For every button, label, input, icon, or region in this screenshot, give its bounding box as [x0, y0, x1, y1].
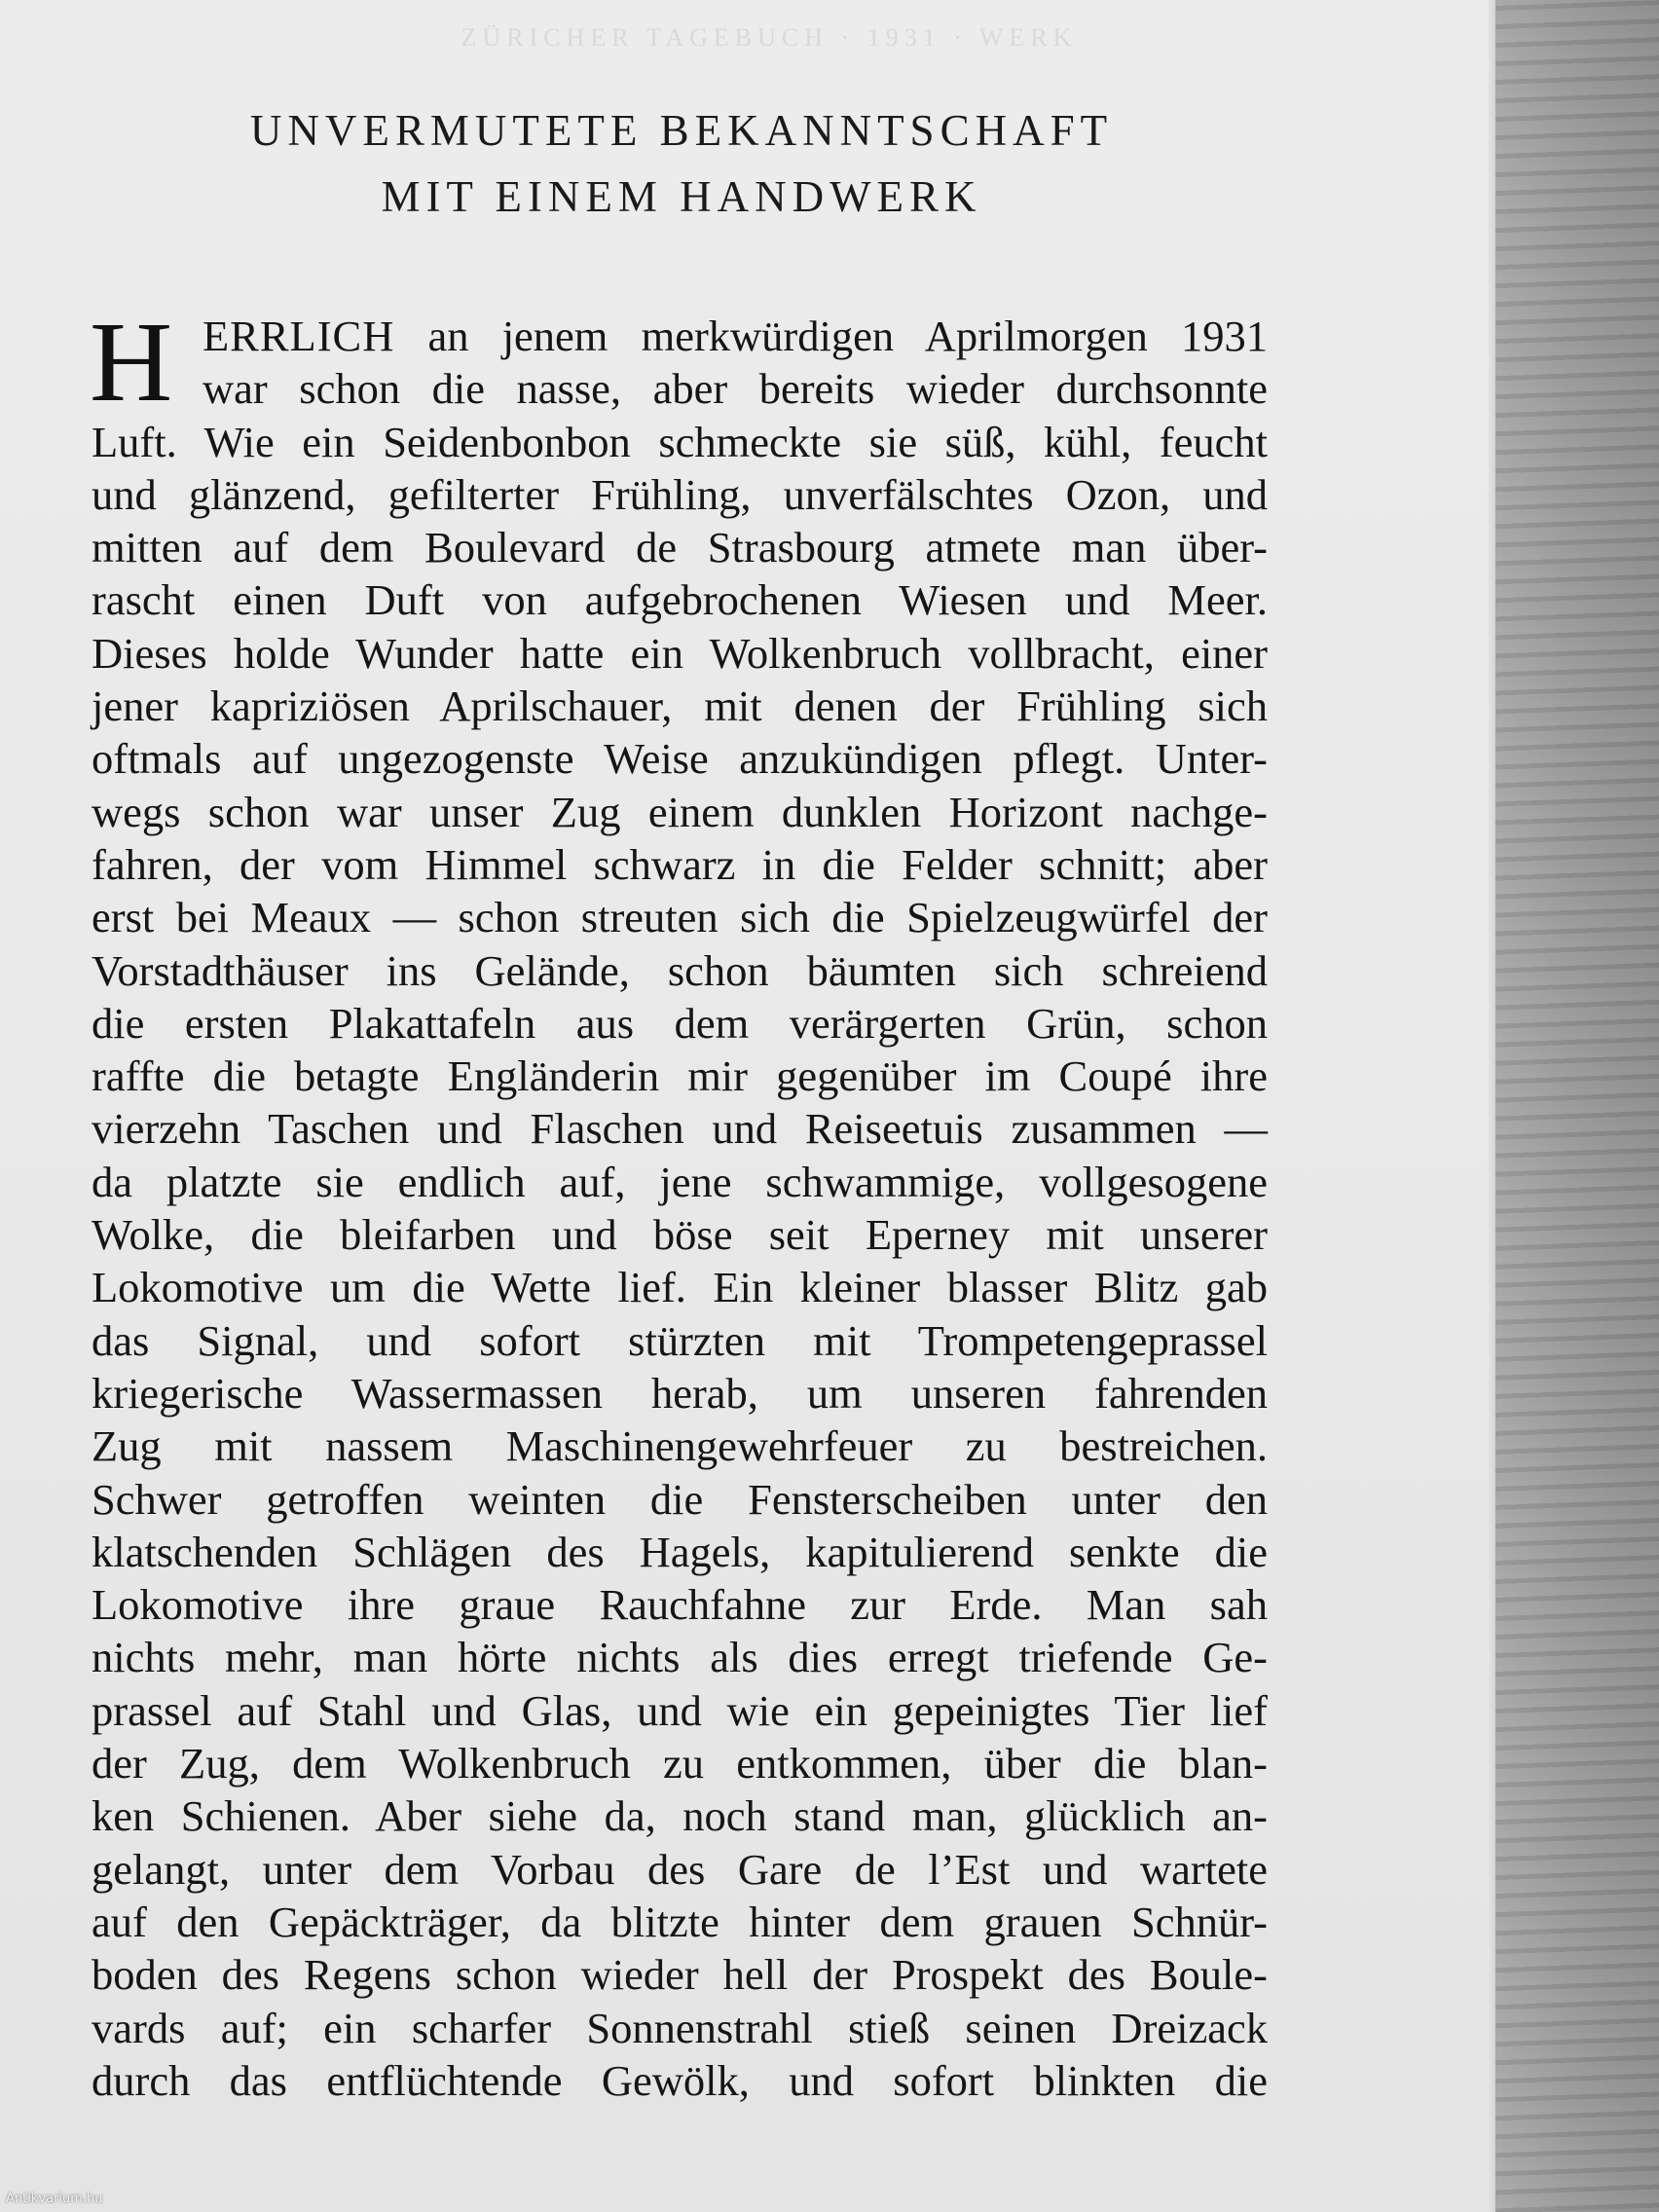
- text-line: vierzehn Taschen und Flaschen und Reiseetuis zusammen —: [92, 1104, 1268, 1154]
- text-line: [92, 310, 1268, 362]
- drop-cap: H: [90, 298, 173, 425]
- text-line: jener kapriziösen Aprilschauer, mit denen der Frühling sich: [92, 682, 1268, 731]
- text-line: prassel auf Stahl und Glas, und wie ein gepeinigtes Tier lief: [92, 1685, 1268, 1735]
- text-line: erst bei Meaux — schon streuten sich die Spielzeugwürfel der: [92, 893, 1268, 942]
- text-line: fahren, der vom Himmel schwarz in die Felder schnitt; aber: [92, 839, 1268, 889]
- first-word-smallcaps: ERRLICH: [203, 312, 395, 360]
- text-line: klatschenden Schlägen des Hagels, kapitulierend senkte die: [92, 1527, 1268, 1576]
- text-line: Luft. Wie ein Seidenbonbon schmeckte sie süß, kühl, feucht: [92, 417, 1268, 466]
- chapter-title: [97, 97, 1266, 230]
- text-line: wegs schon war unser Zug einem dunklen Horizont nachge-: [92, 787, 1268, 836]
- text-line: Dieses holde Wunder hatte ein Wolkenbruch vollbracht, einer: [92, 628, 1268, 678]
- text-line: rascht einen Duft von aufgebrochenen Wiesen und Meer.: [92, 575, 1268, 625]
- text-line: Schwer getroffen weinten die Fensterscheiben unter den: [92, 1474, 1268, 1524]
- text-line: kriegerische Wassermassen herab, um unseren fahrenden: [92, 1368, 1268, 1418]
- watermark: Antikvarium.hu: [6, 2192, 103, 2206]
- text-line: durch das entflüchtende Gewölk, und sofort blinkten die: [92, 2055, 1268, 2105]
- text-line: ken Schienen. Aber siehe da, noch stand man, glücklich an-: [92, 1791, 1268, 1841]
- text-line: war schon die nasse, aber bereits wieder durchsonnte: [203, 364, 1268, 414]
- text-line: Vorstadthäuser ins Gelände, schon bäumten sich schreiend: [92, 945, 1268, 995]
- text-line: vards auf; ein scharfer Sonnenstrahl stieß seinen Dreizack: [92, 2003, 1268, 2052]
- wood-surface: [1495, 0, 1659, 2212]
- text-line: nichts mehr, man hörte nichts als dies erregt triefende Ge-: [92, 1633, 1268, 1682]
- text-line: das Signal, und sofort stürzten mit Trompetengeprassel: [92, 1315, 1268, 1365]
- chapter-title-line-1: UNVERMUTETE BEKANNTSCHAFT: [249, 106, 1114, 155]
- text-line-content: an jenem merkwürdigen Aprilmorgen 1931: [394, 312, 1268, 360]
- text-line: boden des Regens schon wieder hell der Prospekt des Boule-: [92, 1950, 1268, 2000]
- text-line: Lokomotive um die Wette lief. Ein kleiner blasser Blitz gab: [92, 1263, 1268, 1312]
- text-line: die ersten Plakattafeln aus dem verärgerten Grün, schon: [92, 998, 1268, 1048]
- body-text: [90, 298, 1268, 2107]
- text-line: raffte die betagte Engländerin mir gegenüber im Coupé ihre: [92, 1051, 1268, 1101]
- text-line: auf den Gepäckträger, da blitzte hinter dem grauen Schnür-: [92, 1897, 1268, 1946]
- running-head: ZÜRICHER TAGEBUCH · 1931 · WERK: [461, 23, 1078, 52]
- text-line: da platzte sie endlich auf, jene schwammige, vollgesogene: [92, 1157, 1268, 1206]
- text-line: Lokomotive ihre graue Rauchfahne zur Erde. Man sah: [92, 1580, 1268, 1630]
- text-line: Zug mit nassem Maschinengewehrfeuer zu bestreichen.: [92, 1421, 1268, 1471]
- text-line: der Zug, dem Wolkenbruch zu entkommen, über die blan-: [92, 1739, 1268, 1788]
- chapter-title-line-2: MIT EINEM HANDWERK: [381, 172, 982, 221]
- text-line: gelangt, unter dem Vorbau des Gare de l’Est und wartete: [92, 1844, 1268, 1894]
- text-line: und glänzend, gefilterter Frühling, unverfälschtes Ozon, und: [92, 469, 1268, 519]
- text-line: Wolke, die bleifarben und böse seit Eperney mit unserer: [92, 1210, 1268, 1260]
- text-line: mitten auf dem Boulevard de Strasbourg atmete man über-: [92, 523, 1268, 572]
- text-line: oftmals auf ungezogenste Weise anzukündigen pflegt. Unter-: [92, 734, 1268, 784]
